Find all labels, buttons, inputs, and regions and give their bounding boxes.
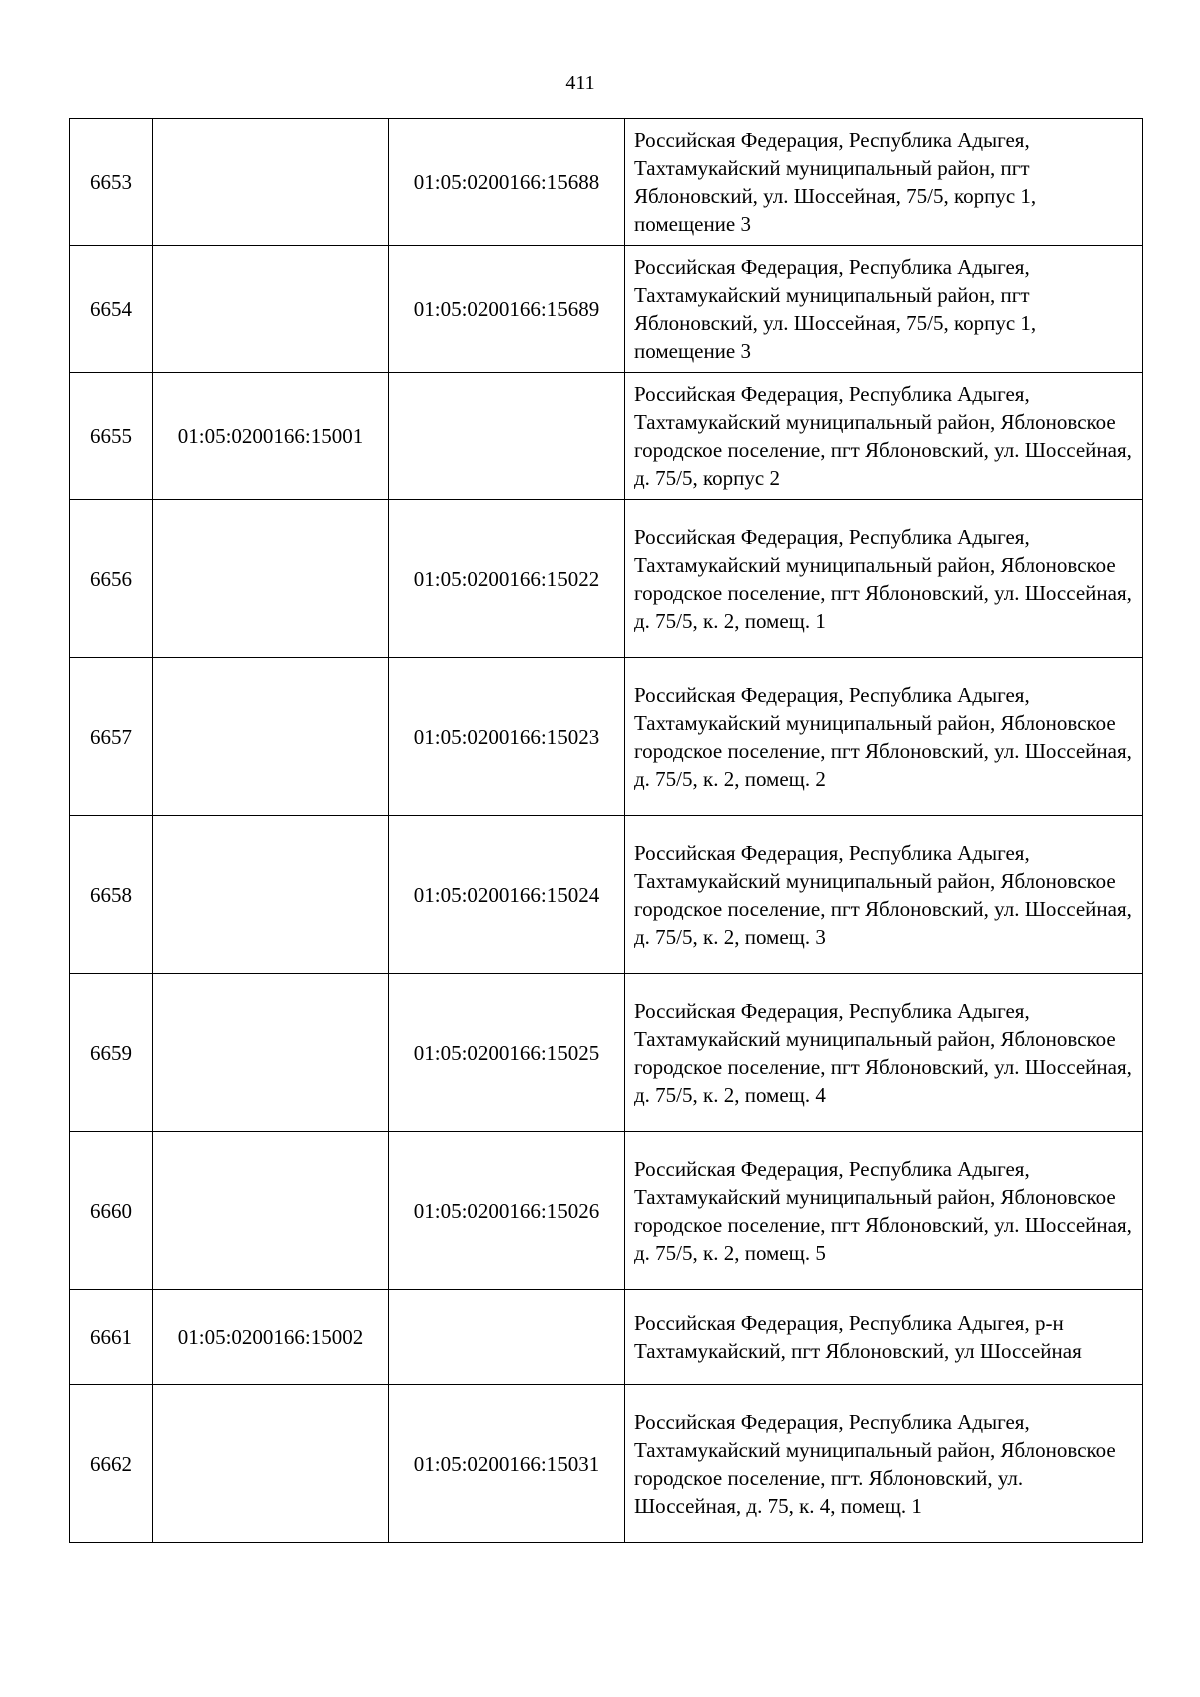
table-row	[70, 500, 1143, 658]
cadastral-number-parent	[153, 658, 389, 816]
address: Российская Федерация, Республика Адыгея, Тахтамукайский муниципальный район, Яблоновское городское поселение, пгт Яблоновский, ул. Шоссейная, д. 75/5, к. 2, помещ. 2	[625, 658, 1143, 816]
cadastral-number: 01:05:0200166:15023	[389, 658, 625, 816]
address: Российская Федерация, Республика Адыгея, Тахтамукайский муниципальный район, Яблоновское городское поселение, пгт Яблоновский, ул. Шоссейная, д. 75/5, к. 2, помещ. 1	[625, 500, 1143, 658]
table-row	[70, 119, 1143, 246]
cadastral-number: 01:05:0200166:15024	[389, 816, 625, 974]
cadastral-number-parent	[153, 119, 389, 246]
address: Российская Федерация, Республика Адыгея, Тахтамукайский муниципальный район, Яблоновское городское поселение, пгт Яблоновский, ул. Шоссейная, д. 75/5, к. 2, помещ. 4	[625, 974, 1143, 1132]
address: Российская Федерация, Республика Адыгея, Тахтамукайский муниципальный район, Яблоновское городское поселение, пгт Яблоновский, ул. Шоссейная, д. 75/5, корпус 2	[625, 373, 1143, 500]
table-row	[70, 1290, 1143, 1385]
address: Российская Федерация, Республика Адыгея, р-н Тахтамукайский, пгт Яблоновский, ул Шоссейная	[625, 1290, 1143, 1385]
row-number: 6659	[70, 974, 153, 1132]
row-number: 6654	[70, 246, 153, 373]
cadastral-number-parent	[153, 816, 389, 974]
row-number: 6658	[70, 816, 153, 974]
row-number: 6656	[70, 500, 153, 658]
cadastral-number-parent	[153, 1385, 389, 1543]
address: Российская Федерация, Республика Адыгея, Тахтамукайский муниципальный район, Яблоновское городское поселение, пгт Яблоновский, ул. Шоссейная, д. 75/5, к. 2, помещ. 3	[625, 816, 1143, 974]
cadastral-number-parent: 01:05:0200166:15001	[153, 373, 389, 500]
table-row	[70, 816, 1143, 974]
page-number: 411	[565, 72, 595, 94]
row-number: 6661	[70, 1290, 153, 1385]
table-row	[70, 1385, 1143, 1543]
registry-table	[69, 118, 1143, 1543]
cadastral-number-parent	[153, 246, 389, 373]
row-number: 6657	[70, 658, 153, 816]
cadastral-number: 01:05:0200166:15022	[389, 500, 625, 658]
cadastral-number	[389, 1290, 625, 1385]
table-row	[70, 373, 1143, 500]
cadastral-number-parent	[153, 1132, 389, 1290]
row-number: 6660	[70, 1132, 153, 1290]
cadastral-number: 01:05:0200166:15688	[389, 119, 625, 246]
address: Российская Федерация, Республика Адыгея, Тахтамукайский муниципальный район, пгт Яблоновский, ул. Шоссейная, 75/5, корпус 1, помещение 3	[625, 246, 1143, 373]
cadastral-number: 01:05:0200166:15025	[389, 974, 625, 1132]
row-number: 6655	[70, 373, 153, 500]
table-row	[70, 1132, 1143, 1290]
table-row	[70, 658, 1143, 816]
address: Российская Федерация, Республика Адыгея, Тахтамукайский муниципальный район, пгт Яблоновский, ул. Шоссейная, 75/5, корпус 1, помещение 3	[625, 119, 1143, 246]
cadastral-number: 01:05:0200166:15689	[389, 246, 625, 373]
cadastral-number-parent	[153, 974, 389, 1132]
table-row	[70, 246, 1143, 373]
cadastral-number-parent	[153, 500, 389, 658]
address: Российская Федерация, Республика Адыгея, Тахтамукайский муниципальный район, Яблоновское городское поселение, пгт. Яблоновский, ул. Шоссейная, д. 75, к. 4, помещ. 1	[625, 1385, 1143, 1543]
cadastral-number: 01:05:0200166:15031	[389, 1385, 625, 1543]
address: Российская Федерация, Республика Адыгея, Тахтамукайский муниципальный район, Яблоновское городское поселение, пгт Яблоновский, ул. Шоссейная, д. 75/5, к. 2, помещ. 5	[625, 1132, 1143, 1290]
cadastral-number	[389, 373, 625, 500]
table-row	[70, 974, 1143, 1132]
cadastral-number: 01:05:0200166:15026	[389, 1132, 625, 1290]
row-number: 6662	[70, 1385, 153, 1543]
cadastral-number-parent: 01:05:0200166:15002	[153, 1290, 389, 1385]
row-number: 6653	[70, 119, 153, 246]
